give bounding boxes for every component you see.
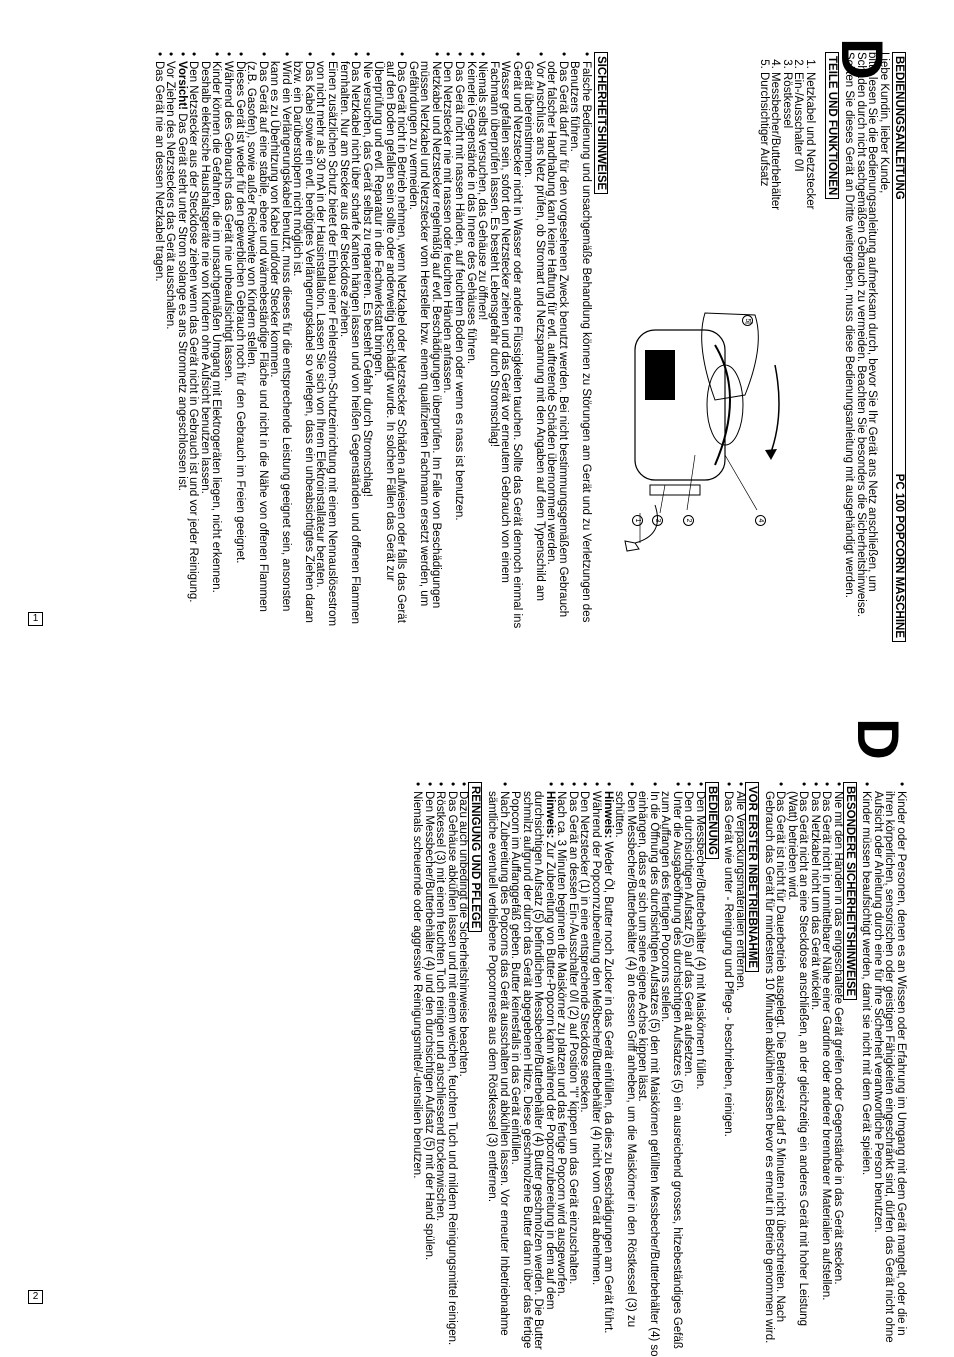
operation-heading: BEDIENUNG bbox=[705, 782, 719, 859]
part-item: 4. Messbecher/Butterbehälter bbox=[769, 72, 781, 642]
part-item: 1. Netzkabel und Netzstecker bbox=[803, 72, 815, 642]
intro-line: Schäden durch nicht sachgemäßen Gebrauch zu vermeiden. Beachten Sie besonders die Sicherheitshinweise. bbox=[854, 52, 867, 618]
first-use-item bbox=[733, 782, 745, 1327]
safety-item-line: • Niemals selbst versuchen, das Gehäuse zu öffnen! bbox=[476, 61, 489, 321]
special-item-line: • Das Netzkabel nicht um das Gerät wickeln. bbox=[808, 791, 821, 1011]
safety-item-line: • Das Kabel sowie ein evtl. benötigtes Verlängerungskabel so verlegen, dass ein unbeabsichtigtes Ziehen daran bbox=[302, 61, 315, 623]
page2-letter: D bbox=[845, 718, 910, 760]
operation-item bbox=[601, 782, 614, 1334]
safety-item-line: müssen Netzkabel und Netzstecker vom Hersteller bzw. einem qualifizierten Fachmann ersetzt werden, um bbox=[418, 61, 431, 607]
special-item bbox=[808, 782, 820, 1327]
safety-item bbox=[233, 52, 245, 637]
safety-item bbox=[245, 52, 268, 637]
safety-item bbox=[314, 52, 337, 637]
safety-item-line: • Nie versuchen, das Gerät selbst zu reparieren. Es besteht Gefahr durch Stromschlag! bbox=[360, 61, 373, 497]
operation-item bbox=[509, 782, 556, 1350]
operation-list bbox=[486, 782, 706, 1357]
operation-item-line: • Nach Zubereitung des Popcorns das Gerät ausschalten und abkühlen lassen. Vor erneuter Inbetriebnahme bbox=[497, 791, 510, 1336]
intro-line: bitte lesen Sie die Bedienungsanleitung aufmerksam durch, bevor Sie Ihr Gerät ans Netz anschließen, um bbox=[866, 52, 879, 592]
safety-item bbox=[441, 52, 453, 637]
safety-item-line: • Den Netzstecker nie mit nassen oder feuchten Händen anfassen. bbox=[441, 61, 454, 394]
safety-item-line: • Vor Anschluss ans Netz prüfen, ob Stromart und Netzspannung mit den Angaben auf dem Typenschild am bbox=[533, 61, 546, 601]
operation-item bbox=[589, 782, 601, 1327]
safety-item-line: Fachmann überprüfen lassen. Es besteht Lebensgefahr durch Stromschlag! bbox=[487, 61, 500, 448]
safety-item-line: • Das Gerät auf eine stabile, ebene und wärmebeständige Fläche und nicht in die Nähe von offenen Flammen bbox=[256, 61, 269, 612]
safety-item bbox=[406, 52, 441, 637]
safety-item-line: • Das Gerät nicht mit nassen Händen, auf feuchtem Boden oder wenn es nass ist benutzen. bbox=[452, 61, 465, 521]
safety-heading: SICHERHEITSHINWEISE bbox=[594, 52, 608, 194]
cleaning-heading: REINIGUNG UND PFLEGE bbox=[469, 782, 483, 932]
safety-item-line: • Das Gerät nicht in Betrieb nehmen, wenn Netzkabel oder Netzstecker Schäden aufweisen oder falls das Gerät bbox=[395, 61, 408, 623]
safety-item-line: • Das Gerät nie an dessen Netzkabel tragen. bbox=[152, 61, 165, 282]
special-item bbox=[785, 782, 808, 1327]
safety-item-line: • Keinerlei Gegenstände in das Innere des Gehäuses führen. bbox=[464, 61, 477, 365]
operation-item-line: • Den Messbecher/Butterbehälter (4) mit Maiskörnern füllen. bbox=[693, 791, 706, 1090]
cleaning-item bbox=[457, 782, 469, 1327]
safety-item bbox=[522, 52, 545, 637]
safety-item bbox=[268, 52, 291, 637]
safety-list bbox=[152, 52, 591, 637]
safety-item-line: oder falscher Handhabung kann keine Haftung für evtl. auftretende Schäden übernommen werden. bbox=[545, 61, 558, 565]
cleaning-list bbox=[411, 782, 470, 1346]
safety-item-line: Benutzers führen. bbox=[568, 61, 581, 152]
intro-bullet-line: • Kinder oder Personen, denen es an Wissen oder Erfahrung im Umgang mit dem Gerät mangelt, oder die in bbox=[895, 791, 907, 1336]
operation-item-line: durchsichtigen Aufsatz (5) befindlichen Messbecher/Butterbehälter (4) Butter geschmolzen werden. Die Butter bbox=[532, 791, 545, 1350]
page1-number: 1 bbox=[28, 612, 43, 626]
safety-item bbox=[545, 52, 568, 637]
operation-item-line: schmilzt aufgrund der durch das Gerät abgegebenen Hitze. Diese geschmolzene Butter dann über das fertige bbox=[520, 791, 533, 1349]
parts-heading: TEILE UND FUNKTIONEN bbox=[825, 52, 839, 199]
cleaning-item-line: • Das Gehäuse abkühlen lassen und mit einem weichen, feuchten Tuch und mildem Reinigungsmittel reinigen. bbox=[445, 791, 458, 1346]
page1-safety bbox=[152, 52, 608, 637]
safety-item-line: • Den Netzstecker aus der Steckdose ziehen wenn das Gerät nicht in Gebrauch ist und vor jeder Reinigung. bbox=[187, 61, 200, 603]
safety-item-line: • Netzkabel und Netzstecker regelmäßig auf evtl. Beschädigungen überprüfen. Im Falle von Beschädigungen bbox=[429, 61, 442, 609]
cleaning-item-line: • Dazu auch unbedingt die Sicherheitshinweise beachten. bbox=[457, 791, 470, 1077]
safety-item-line: • Gerät und Netzstecker nicht in Wasser oder andere Flüssigkeiten tauchen. Sollte das Gerät dennoch einmal ins bbox=[510, 61, 523, 629]
manual-title: BEDIENUNGSANLEITUNG bbox=[893, 56, 905, 200]
intro-bullet-line: • Kinder müssen beaufsichtigt werden, damit sie nicht mit dem Gerät spielen. bbox=[860, 791, 873, 1176]
safety-item bbox=[568, 52, 591, 637]
safety-item-line: • Vor Ziehen des Netzsteckers das Gerät ausschalten. bbox=[164, 61, 177, 330]
cleaning-item bbox=[422, 782, 434, 1327]
special-item-line: (Watt) betrieben wird. bbox=[785, 791, 798, 901]
operation-item-line: • Das Gerät an dessen Ein-/Ausschalter 0/I (2) auf Position "I" kippen um das Gerät einzuschalten. bbox=[566, 791, 579, 1285]
safety-item-line: fernhalten. Nur am Stecker aus der Steckdose ziehen. bbox=[337, 61, 350, 338]
safety-item-line: Wasser gefallen sein, sofort den Netzstecker ziehen und das Gerät vor erneutem Gebrauch von einem bbox=[499, 61, 512, 583]
safety-item-line: • Dieses Gerät ist weder für den gewerblichen Gebrauch noch für den Gebrauch im Freien geeignet. bbox=[233, 61, 246, 564]
safety-item-line: kann es zu Überhitzung von Kabel und/oder Stecker kommen. bbox=[268, 61, 281, 378]
first-use-item-line: • Alle Verpackungsmaterialien entfernen. bbox=[733, 791, 746, 992]
cleaning-item-line: • Den Messbecher/Butterbehälter (4) und den durchsichtigen Aufsatz (5) mit der Hand spülen. bbox=[422, 791, 435, 1261]
operation-item-line: • In die Öffnung des durchsichtigen Aufsatzes (5) den mit Maiskörnen gefüllten Messbecher/Butterbehälter (4) so bbox=[647, 791, 660, 1357]
page2-content bbox=[411, 782, 907, 1357]
callout-label: 3 bbox=[652, 515, 663, 526]
intro-line: Liebe Kundin, lieber Kunde, bbox=[878, 52, 890, 194]
safety-item bbox=[372, 52, 407, 637]
safety-item bbox=[175, 52, 187, 637]
operation-item bbox=[693, 782, 705, 1327]
safety-item bbox=[152, 52, 164, 637]
safety-item-line: • Das Netzkabel nicht über scharfe Kanten hängen lassen und von heißen Gegenständen und offenen Flammen bbox=[349, 61, 362, 625]
callout-label: 2 bbox=[683, 515, 694, 526]
operation-item-line: • Den durchsichtigen Aufsatz (5) auf das Gerät aufsetzen. bbox=[682, 791, 695, 1077]
safety-item-line: (z.B. Gasofen), sowie außer Reichweite von Kindern stellen. bbox=[245, 61, 258, 368]
safety-item bbox=[337, 52, 360, 637]
special-list bbox=[762, 782, 844, 1344]
callout-label: 1 bbox=[632, 515, 643, 526]
operation-item bbox=[578, 782, 590, 1327]
operation-item-line: • Unter die Ausgabeöffnung des durchsichtigen Aufsatzes (5) ein ausreichend grosses, hitzebeständiges Gefäß bbox=[670, 791, 683, 1349]
safety-item bbox=[360, 52, 372, 637]
operation-item bbox=[613, 782, 636, 1327]
safety-item-line: Überprüfung und evtl. Reparatur in die Fachwerkstatt bringen. bbox=[372, 61, 385, 377]
first-use-item bbox=[722, 782, 734, 1327]
product-title: PC 100 POPCORN MASCHINE bbox=[893, 473, 905, 638]
cleaning-item-line: • Röstkessel (3) mit einem feuchten Tuch reinigen und anschliessend trockenwischen. bbox=[434, 791, 447, 1222]
safety-item-line: auf den Boden gefallen sein sollte oder anderweitig beschädigt wurde. In solchen Fällen das Gerät zur bbox=[383, 61, 396, 582]
popcorn-machine-diagram bbox=[595, 305, 785, 555]
safety-item bbox=[452, 52, 464, 637]
page2-intro-list bbox=[860, 782, 907, 1343]
intro-bullet-line: ihren körperlichen, sensorischen oder geistigen Fähigkeiten eingeschränkt sind, dürfen das Gerät nicht ohne bbox=[883, 791, 896, 1343]
special-item bbox=[762, 782, 787, 1344]
safety-item-line: • Während des Gebrauchs das Gerät nie unbeaufsichtigt lassen. bbox=[222, 61, 235, 382]
intro-bullet bbox=[860, 782, 872, 1327]
safety-item-line: Deshalb elektrische Haushaltsgeräte nie von Kindern ohne Aufsicht benutzen lassen. bbox=[198, 61, 211, 494]
operation-item bbox=[682, 782, 694, 1327]
intro-line: Sollten Sie dieses Gerät an Dritte weitergeben, muss diese Bedienungsanleitung mit ausgehändigt werden. bbox=[843, 52, 856, 598]
operation-item bbox=[636, 782, 660, 1357]
operation-item bbox=[566, 782, 578, 1327]
safety-item bbox=[187, 52, 199, 637]
special-item-line: • Das Gerät ist nicht für Dauerbetrieb ausgelegt. Die Betriebszeit darf 5 Minuten nicht überschreiten. Nach bbox=[774, 791, 787, 1323]
operation-item-line: Popcorn im Auffanggefäß geben. Butter keinesfalls in das Gerät einfüllen. bbox=[509, 791, 522, 1165]
operation-item-line: einhängen, dass er sich um seine eigene Achse kippen lässt. bbox=[636, 791, 649, 1102]
page1-letter: D bbox=[829, 38, 894, 80]
safety-item bbox=[476, 52, 488, 637]
first-use-item-line: • Das Gerät wie unter - Reinigung und Pflege - beschrieben, reinigen. bbox=[722, 791, 735, 1137]
operation-item-line: • Während der Popcornzubereitung den Meßbecher/Butterbehälter (4) nicht vom Gerät abnehmen. bbox=[589, 791, 602, 1286]
part-item: 2. Ein-/Ausschalter 0/I bbox=[792, 72, 804, 642]
safety-item-line: Gerät übereinstimmen. bbox=[522, 61, 535, 178]
safety-item bbox=[291, 52, 314, 637]
special-item bbox=[820, 782, 832, 1327]
safety-item bbox=[198, 52, 221, 637]
operation-item-line: schütten. bbox=[613, 791, 626, 838]
first-use-list bbox=[722, 782, 745, 1327]
operation-item bbox=[486, 782, 510, 1336]
safety-item-line: • Das Gerät darf nur für den vorgesehenen Zweck benutzt werden. Bei nicht bestimmungsgemäßem Gebrauch bbox=[556, 61, 569, 618]
safety-item bbox=[222, 52, 234, 637]
operation-item-line: sämtliche eventuell verbliebene Popcornreste aus dem Röstkessel (3) entfernen. bbox=[486, 791, 499, 1203]
cleaning-item-line: • Niemals scheuernde oder aggressive Reinigungsmittel/-utensilien benutzen. bbox=[411, 791, 424, 1179]
operation-item-line: zum Auffangen des fertigen Popcorns stellen. bbox=[659, 791, 672, 1023]
special-heading: BESONDERE SICHERHEITSHINWEISE bbox=[843, 782, 857, 1000]
safety-item-line: • Einen zusätzlichen Schutz bietet der Einbau einer Fehlerstrom-Schutzeinrichtung mit einem Nennauslösestrom bbox=[325, 61, 338, 627]
page1-header bbox=[892, 52, 906, 642]
callout-label: 4 bbox=[755, 515, 766, 526]
safety-item-line: • Vorsicht! Das Gerät steht unter Strom solange es ans Stromnetz angeschlossen ist. bbox=[175, 61, 188, 491]
first-use-heading: VOR ERSTER INBETRIEBNAHME bbox=[745, 782, 759, 972]
special-item-line: Gebrauch das Gerät für mindestens 10 Minuten abkühlen lassen bevor es erneut in Betrieb genommen wird. bbox=[762, 791, 775, 1344]
intro-bullet-line: Aufsicht oder Anleitung durch eine für ihre Sicherheit verantwortliche Person benutzen. bbox=[871, 791, 884, 1233]
operation-item-line: • Den Messbecher/Butterbehälter (4) an dessen Griff anheben, um die Maiskörner in den Röstkessel (3) zu bbox=[624, 791, 637, 1328]
page1-intro bbox=[843, 52, 889, 642]
safety-item-line: Gefährdungen zu vermeiden. bbox=[406, 61, 419, 210]
safety-item bbox=[164, 52, 176, 637]
cleaning-item bbox=[434, 782, 446, 1327]
safety-item-line: • Wird ein Verlängerungskabel benutzt, muss dieses für die entsprechende Leistung geeignet sein, ansonsten bbox=[279, 61, 292, 612]
special-item-line: • Das Gerät nicht in unmittelbarer Nähe einer Gardine oder anderer brennbarer Materialien aufstellen. bbox=[820, 791, 833, 1301]
page2-number: 2 bbox=[28, 1290, 43, 1304]
special-item-line: • Das Gerät nicht an eine Steckdose anschließen, an der gleichzeitig ein anderes Gerät mit hoher Leistung bbox=[797, 791, 810, 1327]
cleaning-item bbox=[445, 782, 458, 1346]
operation-item bbox=[555, 782, 567, 1327]
special-item-line: • Nie mit den Händen in das eingeschaltete Gerät greifen oder Gegenstände in das Gerät stecken. bbox=[831, 791, 844, 1285]
safety-item-line: von nicht mehr als 30 mA in der Hausinstallation. Lassen Sie sich von Ihrem Elektroinstallateur beraten. bbox=[314, 61, 327, 588]
special-item bbox=[831, 782, 843, 1327]
operation-item-line: • Den Netzstecker (1) in eine entsprechende Steckdose stecken. bbox=[578, 791, 591, 1113]
safety-item bbox=[464, 52, 476, 637]
operation-item-line: • Hinweis: Weder Öl, Butter noch Zucker in das Gerät einfüllen, da dies zu Beschädigungen am Gerät führt. bbox=[601, 791, 614, 1334]
part-item: 3. Röstkessel bbox=[780, 72, 792, 642]
safety-item bbox=[487, 52, 522, 637]
operation-item bbox=[659, 782, 683, 1349]
safety-item-line: bzw. ein Darüberstolpern nicht möglich ist. bbox=[291, 61, 304, 277]
safety-item-line: • Kinder können die Gefahren, die im unsachgemäßen Umgang mit Elektrogeräten liegen, nicht erkennen. bbox=[210, 61, 223, 593]
cleaning-item bbox=[411, 782, 423, 1327]
callout-label: 5 bbox=[742, 315, 753, 326]
intro-bullet bbox=[871, 782, 907, 1343]
part-item: 5. Durchsichtiger Aufsatz bbox=[757, 72, 769, 642]
operation-item-line: • Nach ca. 3 Minuten beginnen die Maiskörner zu platzen und das fertige Popcorn wird ausgeworfen. bbox=[555, 791, 568, 1297]
operation-item-line: • Hinweis: Zur Zubereitung von Butter-Popcorn kann während der Popcornzubereitung in dem auf dem bbox=[543, 791, 556, 1310]
safety-item-line: • Falsche Bedienung und unsachgemäße Behandlung können zu Störungen am Gerät und zu Verletzungen des bbox=[580, 61, 592, 623]
